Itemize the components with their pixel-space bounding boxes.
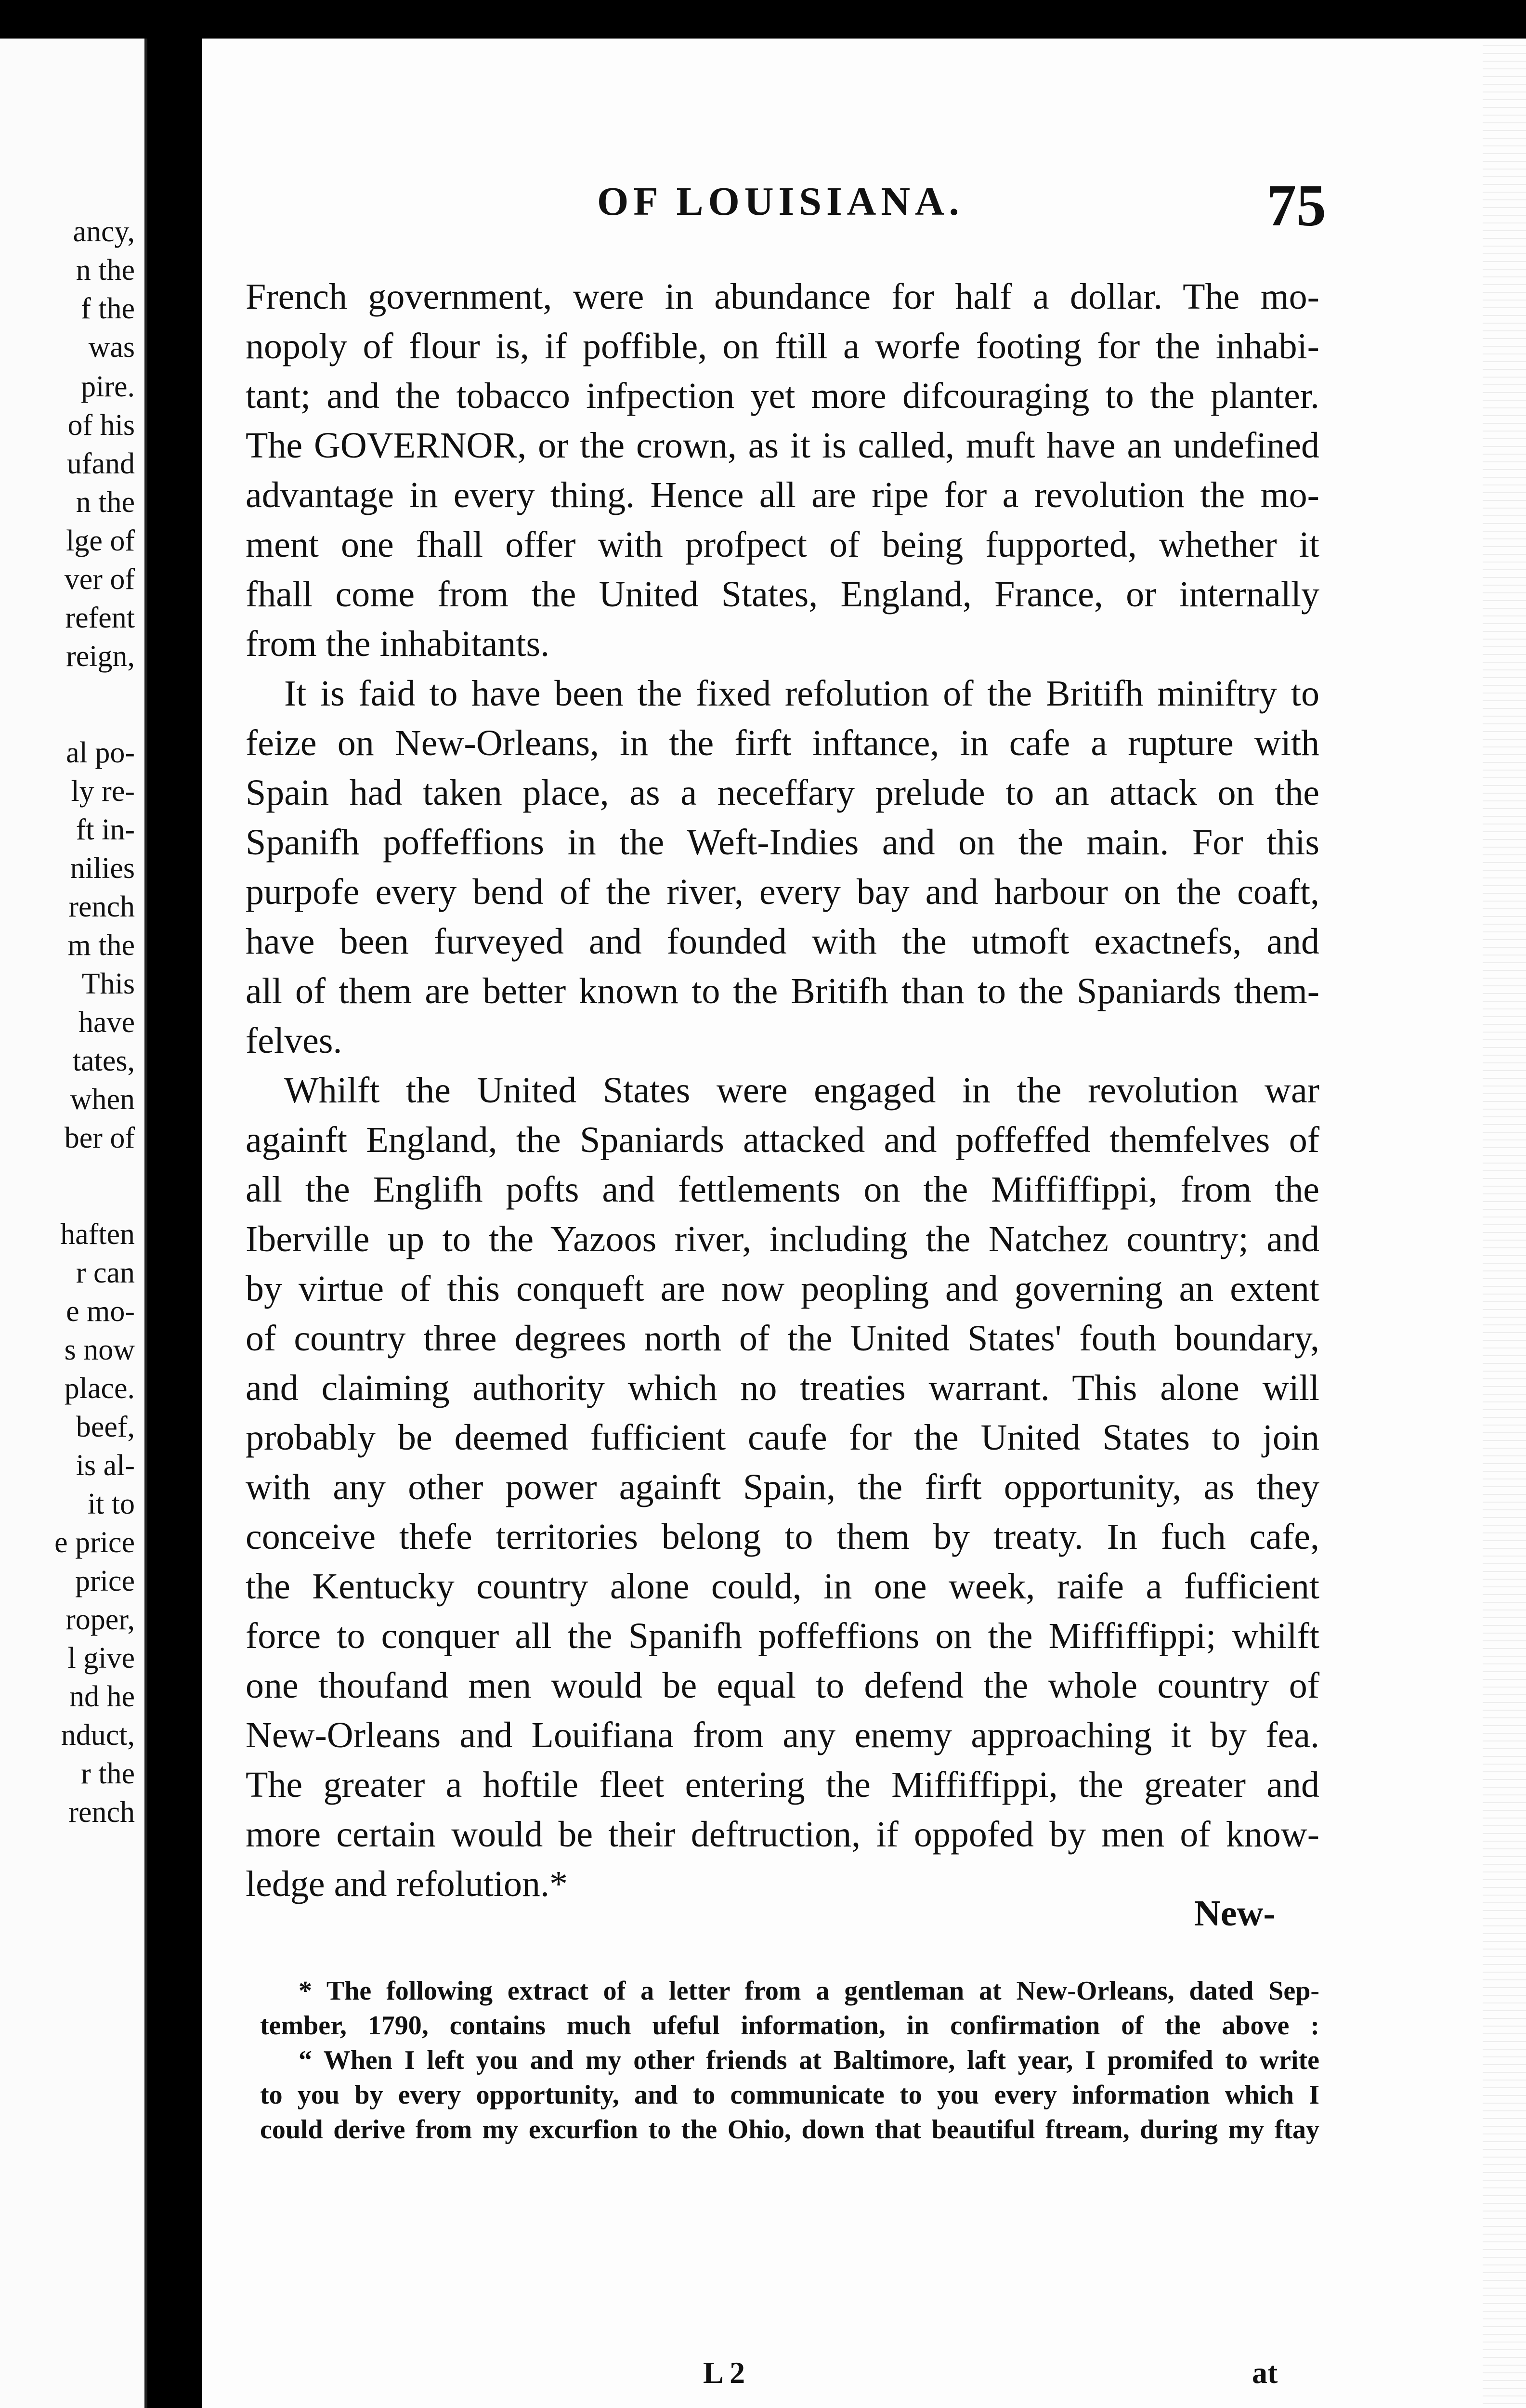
body-line: New-Orleans and Louifiana from any enemy approaching it by fea.	[246, 1715, 1319, 1755]
facing-page-fragment: nduct,	[61, 1719, 135, 1752]
body-line: French government, were in abundance for half a dollar. The mo-	[246, 276, 1319, 317]
facing-page-fragment: ft in-	[76, 813, 135, 846]
facing-page-fragment: place.	[64, 1372, 135, 1405]
facing-page-fragment: ver of	[64, 563, 135, 596]
facing-page-fragment: price	[75, 1565, 135, 1597]
body-line: Whilft the United States were engaged in the revolution war	[284, 1070, 1319, 1111]
page-footer	[202, 2355, 1526, 2394]
facing-page-fragment: ufand	[66, 447, 135, 480]
body-line: againft England, the Spaniards attacked and poffeffed themfelves of	[246, 1120, 1319, 1160]
body-text	[246, 272, 1319, 1909]
body-line: feize on New-Orleans, in the firft inftance, in cafe a rupture with	[246, 723, 1319, 763]
footnote	[260, 1974, 1319, 2147]
facing-page-fragment: n the	[76, 486, 135, 519]
facing-page-fragment: al po-	[66, 736, 135, 769]
facing-page-fragment: tates,	[72, 1045, 135, 1077]
body-line: Iberville up to the Yazoos river, including the Natchez country; and	[246, 1219, 1319, 1259]
page-number: 75	[1266, 172, 1326, 238]
body-line: ment one fhall offer with profpect of being fupported, whether it	[246, 524, 1319, 565]
facing-page-fragment: m the	[67, 929, 135, 962]
facing-page-fragment: it to	[87, 1488, 135, 1520]
body-line: one thoufand men would be equal to defend the whole country of	[246, 1665, 1319, 1706]
footnote-line: to you by every opportunity, and to communicate to you every information which I	[260, 2080, 1319, 2110]
footer-catchword: at	[1252, 2356, 1278, 2390]
body-line: ledge and refolution.*	[246, 1864, 568, 1904]
facing-page-fragment: e price	[54, 1526, 135, 1559]
facing-page-fragment: s now	[64, 1334, 135, 1366]
body-line: probably be deemed fufficient caufe for the United States to join	[246, 1417, 1319, 1458]
facing-page-fragment: ancy,	[73, 215, 135, 248]
facing-page-fragment: e mo-	[66, 1295, 135, 1328]
facing-page-fragment: This	[81, 968, 135, 1000]
facing-page-fragment: haften	[60, 1218, 135, 1251]
page-edge-texture	[1483, 39, 1526, 2408]
body-line: The greater a hoftile fleet entering the Miffiffippi, the greater and	[246, 1765, 1319, 1805]
footnote-line: could derive from my excurfion to the Ohio, down that beautiful ftream, during my ftay	[260, 2115, 1319, 2145]
facing-page-fragment: l give	[67, 1642, 135, 1675]
catchword: New-	[1194, 1893, 1276, 1934]
facing-page-fragment: rench	[68, 1796, 135, 1829]
body-line: have been furveyed and founded with the utmoft exactnefs, and	[246, 921, 1319, 962]
facing-page-fragment: n the	[76, 254, 135, 287]
facing-page-fragment: r the	[81, 1757, 135, 1790]
body-line: all of them are better known to the Britifh than to the Spaniards them-	[246, 971, 1319, 1011]
body-line: nopoly of flour is, if poffible, on ftill a worfe footing for the inhabi-	[246, 326, 1319, 366]
body-line: purpofe every bend of the river, every bay and harbour on the coaft,	[246, 872, 1319, 912]
body-line: conceive thefe territories belong to them by treaty. In fuch cafe,	[246, 1517, 1319, 1557]
facing-page-fragment: r can	[76, 1256, 135, 1289]
facing-page-fragment: f the	[81, 292, 135, 325]
facing-page-edge	[0, 39, 147, 2408]
book-page	[202, 39, 1526, 2408]
facing-page-fragment: nilies	[70, 852, 135, 885]
facing-page-fragment: was	[88, 331, 135, 364]
facing-page-fragment: have	[78, 1006, 135, 1039]
facing-page-fragment: ber of	[64, 1122, 135, 1154]
facing-page-fragment: refent	[65, 602, 135, 634]
footnote-line: * The following extract of a letter from a gentleman at New-Orleans, dated Sep-	[299, 1976, 1319, 2006]
body-line: all the Englifh pofts and fettlements on the Miffiffippi, from the	[246, 1169, 1319, 1210]
facing-page-fragment: of his	[67, 409, 135, 442]
body-line: with any other power againft Spain, the firft opportunity, as they	[246, 1467, 1319, 1507]
body-line: more certain would be their deftruction, if oppofed by men of know-	[246, 1814, 1319, 1855]
body-line: the Kentucky country alone could, in one week, raife a fufficient	[246, 1566, 1319, 1607]
page-header	[202, 172, 1526, 238]
facing-page-fragment: rench	[68, 890, 135, 923]
facing-page-fragment: ly re-	[71, 775, 135, 808]
facing-page-fragment: nd he	[69, 1680, 135, 1713]
body-line: Spain had taken place, as a neceffary prelude to an attack on the	[246, 772, 1319, 813]
facing-page-fragment: reign,	[66, 640, 135, 673]
body-line: fhall come from the United States, England, France, or internally	[246, 574, 1319, 615]
body-line: and claiming authority which no treaties warrant. This alone will	[246, 1368, 1319, 1408]
running-head: OF LOUISIANA.	[597, 179, 964, 224]
facing-page-fragment: pire.	[81, 370, 135, 403]
body-line: of country three degrees north of the United States' fouth boundary,	[246, 1318, 1319, 1359]
facing-page-fragment: roper,	[65, 1603, 135, 1636]
footnote-line: tember, 1790, contains much ufeful information, in confirmation of the above :	[260, 2011, 1319, 2041]
body-line: from the inhabitants.	[246, 624, 550, 664]
body-line: Spanifh poffeffions in the Weft-Indies and on the main. For this	[246, 822, 1319, 863]
body-line: It is faid to have been the fixed refolution of the Britifh miniftry to	[284, 673, 1319, 714]
facing-page-fragment: is al-	[76, 1449, 135, 1482]
body-line: advantage in every thing. Hence all are ripe for a revolution the mo-	[246, 475, 1319, 515]
signature-mark: L 2	[703, 2356, 745, 2390]
footnote-line: “ When I left you and my other friends at Baltimore, laft year, I promifed to write	[299, 2045, 1319, 2075]
facing-page-fragment: lge of	[66, 524, 135, 557]
facing-page-fragment: beef,	[76, 1411, 135, 1443]
catchword-block	[1194, 1893, 1276, 1935]
body-line: by virtue of this conqueft are now peopling and governing an extent	[246, 1269, 1319, 1309]
body-line: felves.	[246, 1021, 342, 1061]
facing-page-fragment: when	[70, 1083, 135, 1116]
body-line: tant; and the tobacco infpection yet more difcouraging to the planter.	[246, 376, 1319, 416]
body-line: force to conquer all the Spanifh poffeffions on the Miffiffippi; whilft	[246, 1616, 1319, 1656]
body-line: The GOVERNOR, or the crown, as it is called, muft have an undefined	[246, 425, 1319, 466]
